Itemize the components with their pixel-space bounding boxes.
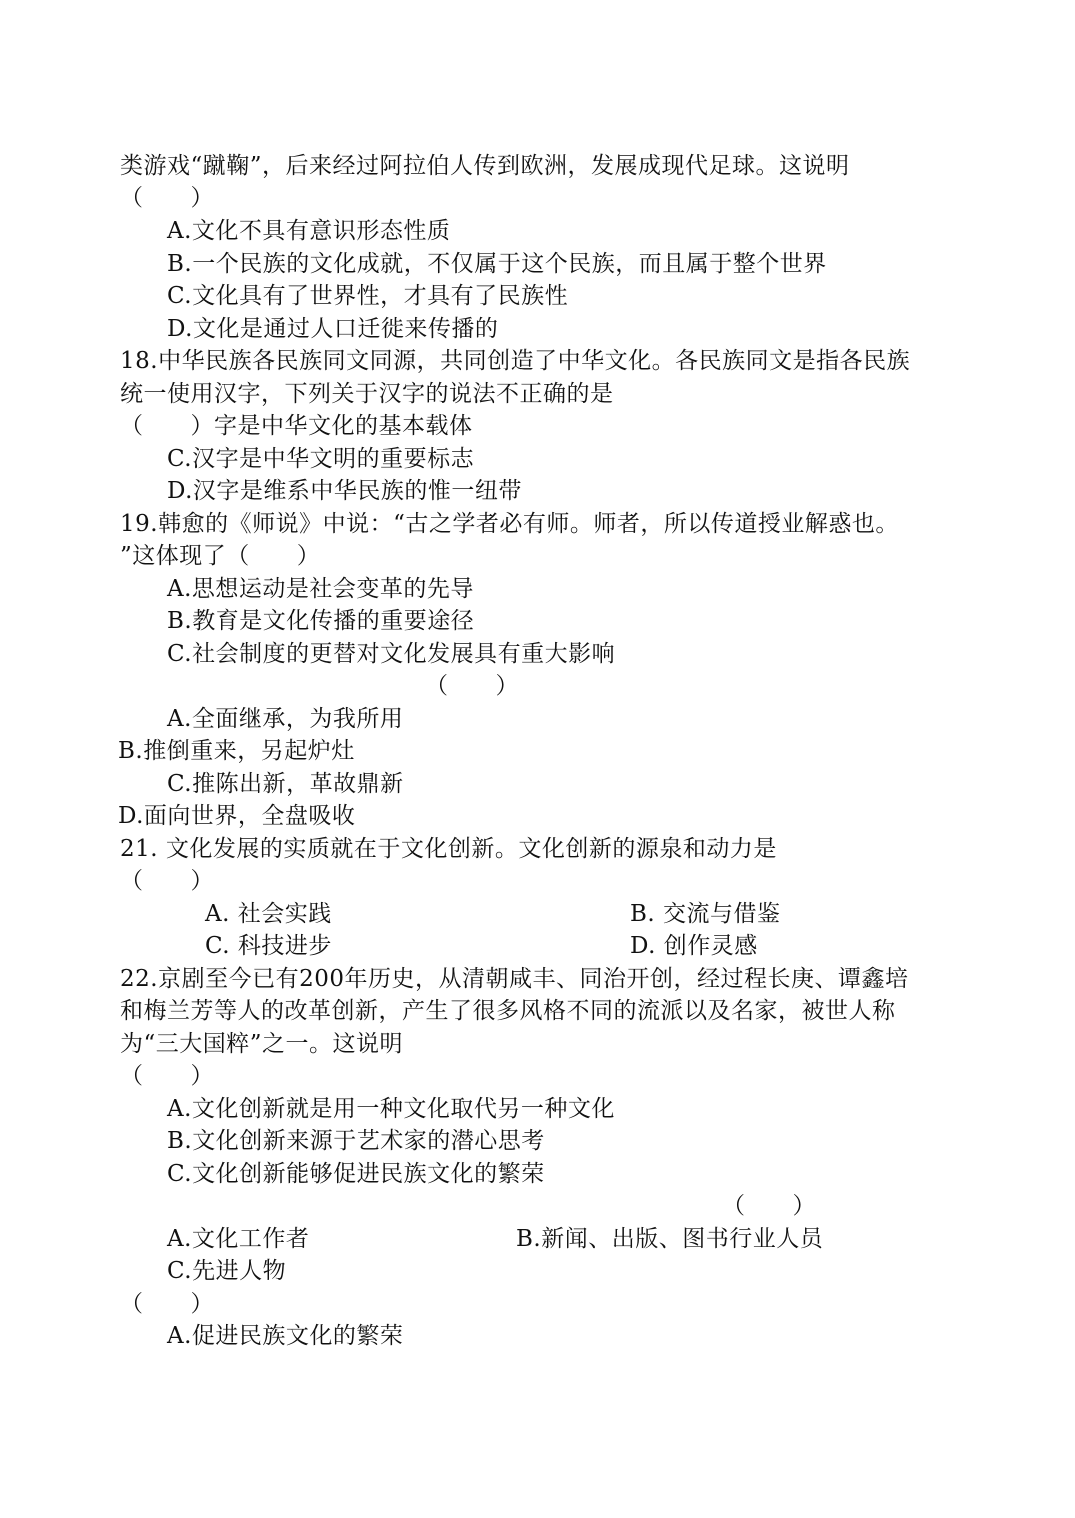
q18-option-c: C.汉字是中华文明的重要标志 xyxy=(167,446,475,472)
q19-stem-line-2: ”这体现了（ ） xyxy=(120,543,321,569)
q23-option-c: C.先进人物 xyxy=(167,1258,287,1284)
q18-option-d: D.汉字是维系中华民族的惟一纽带 xyxy=(167,478,522,504)
q22-stem-line-2: 和梅兰芳等人的改革创新，产生了很多风格不同的流派以及名家，被世人称 xyxy=(120,998,896,1024)
q22-answer-blank: （ ） xyxy=(120,1063,214,1089)
q24-answer-blank: （ ） xyxy=(120,1291,214,1317)
q23-option-b: B.新闻、出版、图书行业人员 xyxy=(516,1226,824,1252)
q17-option-b: B.一个民族的文化成就，不仅属于这个民族，而且属于整个世界 xyxy=(167,251,827,277)
q24-option-a: A.促进民族文化的繁荣 xyxy=(167,1323,404,1349)
q21-option-a: A. 社会实践 xyxy=(205,901,332,927)
q20-option-a: A.全面继承，为我所用 xyxy=(167,706,404,732)
q17-option-c: C.文化具有了世界性，才具有了民族性 xyxy=(167,283,569,309)
q18-stem-line-1: 18.中华民族各民族同文同源，共同创造了中华文化。各民族同文是指各民族 xyxy=(120,348,911,374)
q22-stem-line-3: 为“三大国粹”之一。这说明 xyxy=(120,1031,404,1057)
q21-option-c: C. 科技进步 xyxy=(205,933,332,959)
q22-option-a: A.文化创新就是用一种文化取代另一种文化 xyxy=(167,1096,615,1122)
q23-option-a: A.文化工作者 xyxy=(167,1226,310,1252)
q22-stem-line-1: 22.京剧至今已有200年历史，从清朝咸丰、同治开创，经过程长庚、谭鑫培 xyxy=(120,966,909,992)
q17-answer-blank: （ ） xyxy=(120,185,214,211)
q20-option-c: C.推陈出新，革故鼎新 xyxy=(167,771,404,797)
q22-option-b: B.文化创新来源于艺术家的潜心思考 xyxy=(167,1128,545,1154)
q21-option-b: B. 交流与借鉴 xyxy=(630,901,781,927)
q20-answer-blank: （ ） xyxy=(425,673,519,699)
q19-stem-line-1: 19.韩愈的《师说》中说：“古之学者必有师。师者，所以传道授业解惑也。 xyxy=(120,511,899,537)
q17-option-a: A.文化不具有意识形态性质 xyxy=(167,218,451,244)
q21-answer-blank: （ ） xyxy=(120,868,214,894)
q17-option-d: D.文化是通过人口迁徙来传播的 xyxy=(167,316,499,342)
q19-option-a: A.思想运动是社会变革的先导 xyxy=(167,576,474,602)
q19-option-c: C.社会制度的更替对文化发展具有重大影响 xyxy=(167,641,616,667)
q17-stem-line: 类游戏“蹴鞠”，后来经过阿拉伯人传到欧洲，发展成现代足球。这说明 xyxy=(120,153,850,179)
q20-option-b: B.推倒重来，另起炉灶 xyxy=(118,738,355,764)
q22-option-c: C.文化创新能够促进民族文化的繁荣 xyxy=(167,1161,545,1187)
q18-stem-line-2: 统一使用汉字，下列关于汉字的说法不正确的是 xyxy=(120,381,614,407)
q23-answer-blank: （ ） xyxy=(722,1193,816,1219)
q21-option-d: D. 创作灵感 xyxy=(630,933,758,959)
q21-stem-line: 21. 文化发展的实质就在于文化创新。文化创新的源泉和动力是 xyxy=(120,836,777,862)
q20-option-d: D.面向世界，全盘吸收 xyxy=(118,803,356,829)
q18-answer-blank: （ ）字是中华文化的基本载体 xyxy=(120,413,473,439)
q19-option-b: B.教育是文化传播的重要途径 xyxy=(167,608,475,634)
